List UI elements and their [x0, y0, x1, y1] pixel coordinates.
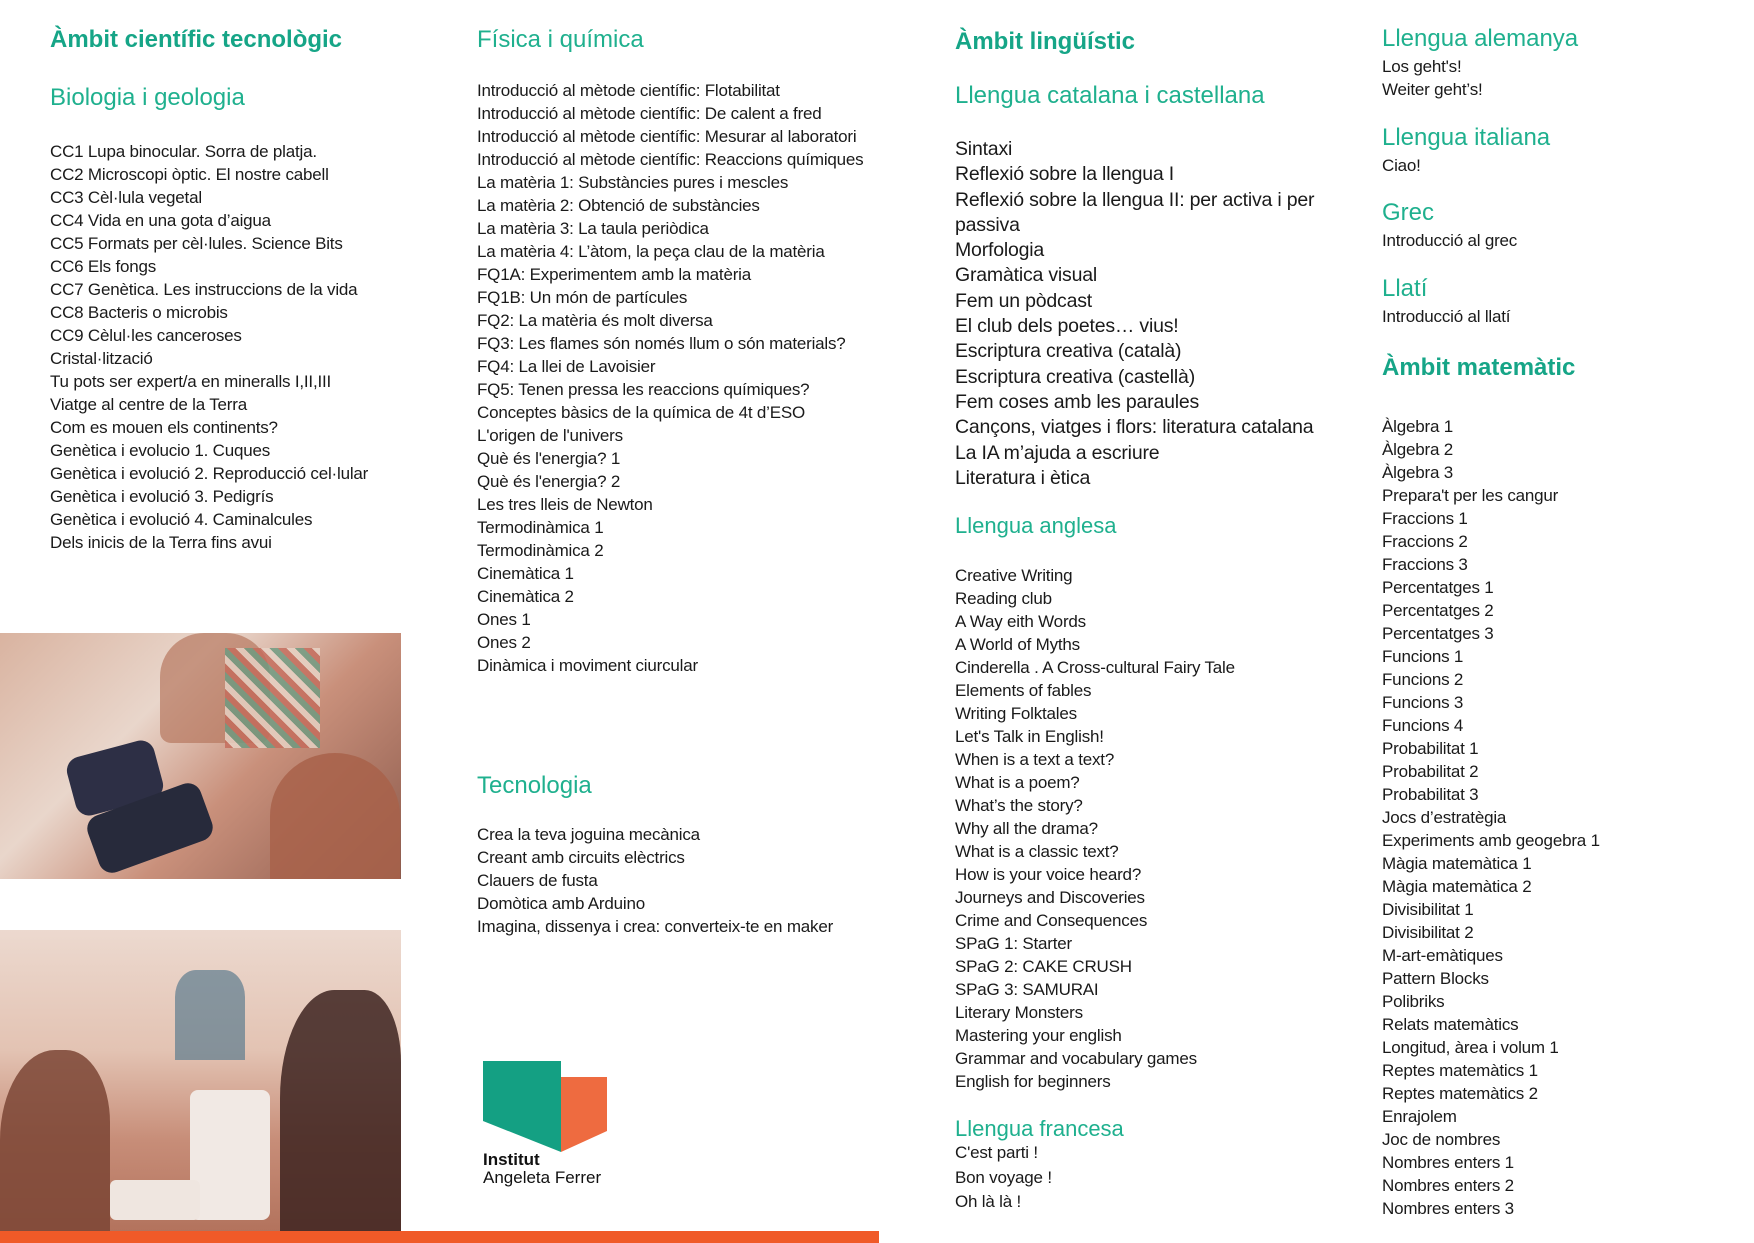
list-item: Divisibilitat 1 — [1382, 900, 1474, 919]
list-item: La IA m’ajuda a escriure — [955, 441, 1160, 464]
list-item: Ones 2 — [477, 633, 531, 652]
list-item: Domòtica amb Arduino — [477, 894, 645, 913]
area-title-matematic: Àmbit matemàtic — [1382, 354, 1576, 381]
list-item: Funcions 1 — [1382, 647, 1464, 666]
list-item: Clauers de fusta — [477, 871, 598, 890]
list-item: Journeys and Discoveries — [955, 888, 1145, 907]
logo-text-institut: Institut — [483, 1150, 540, 1169]
list-item: Probabilitat 2 — [1382, 762, 1479, 781]
list-item: SPaG 1: Starter — [955, 934, 1072, 953]
list-item: A World of Myths — [955, 635, 1080, 654]
school-logo — [483, 1061, 608, 1157]
list-item: Probabilitat 1 — [1382, 739, 1479, 758]
list-item: Àlgebra 1 — [1382, 417, 1453, 436]
fisica-list — [477, 79, 877, 677]
list-item: Oh là là ! — [955, 1192, 1022, 1211]
section-title-francesa: Llengua francesa — [955, 1116, 1124, 1141]
list-item: Introducció al mètode científic: Reaccions químiques — [477, 150, 864, 169]
list-item: Cinemàtica 1 — [477, 564, 574, 583]
list-item: Tu pots ser expert/a en mineralls I,II,III — [50, 372, 332, 391]
list-item: Crea la teva joguina mecànica — [477, 825, 700, 844]
section-title-italiana: Llengua italiana — [1382, 124, 1551, 151]
list-item: Nombres enters 1 — [1382, 1153, 1514, 1172]
list-item: CC4 Vida en una gota d’aigua — [50, 211, 271, 230]
list-item: How is your voice heard? — [955, 865, 1142, 884]
francesa-list — [955, 1141, 1345, 1215]
llati-list — [1382, 305, 1510, 328]
list-item: CC6 Els fongs — [50, 257, 157, 276]
list-item: Funcions 4 — [1382, 716, 1464, 735]
list-item: Reflexió sobre la llengua I — [955, 163, 1174, 186]
list-item: Funcions 2 — [1382, 670, 1464, 689]
list-item: Genètica i evolució 4. Caminalcules — [50, 510, 313, 529]
list-item: Reptes matemàtics 2 — [1382, 1084, 1538, 1103]
list-item: Gramàtica visual — [955, 264, 1098, 287]
list-item: Genètica i evolucio 1. Cuques — [50, 441, 271, 460]
list-item: Let's Talk in English! — [955, 727, 1104, 746]
list-item: Polibriks — [1382, 992, 1445, 1011]
list-item: C'est parti ! — [955, 1143, 1038, 1162]
list-item: A Way eith Words — [955, 612, 1086, 631]
list-item: Creant amb circuits elèctrics — [477, 848, 685, 867]
list-item: Reading club — [955, 589, 1052, 608]
list-item: Fem un pòdcast — [955, 289, 1093, 312]
list-item: FQ1A: Experimentem amb la matèria — [477, 265, 751, 284]
list-item: CC5 Formats per cèl·lules. Science Bits — [50, 234, 343, 253]
list-item: Què és l'energia? 1 — [477, 449, 621, 468]
list-item: Fem coses amb les paraules — [955, 390, 1200, 413]
list-item: Joc de nombres — [1382, 1130, 1501, 1149]
list-item: Crime and Consequences — [955, 911, 1148, 930]
anglesa-list — [955, 564, 1345, 1093]
section-title-anglesa: Llengua anglesa — [955, 513, 1117, 538]
list-item: Conceptes bàsics de la química de 4t d’ESO — [477, 403, 806, 422]
section-title-biologia: Biologia i geologia — [50, 84, 245, 111]
matematiques-list — [1382, 415, 1600, 1220]
list-item: Les tres lleis de Newton — [477, 495, 653, 514]
list-item: SPaG 3: SAMURAI — [955, 980, 1099, 999]
list-item: Termodinàmica 1 — [477, 518, 604, 537]
list-item: Reflexió sobre la llengua II: per activa i per passiva — [955, 188, 1315, 236]
biologia-list — [50, 140, 450, 554]
list-item: Cristal·lització — [50, 349, 153, 368]
list-item: Màgia matemàtica 1 — [1382, 854, 1532, 873]
list-item: FQ1B: Un món de partícules — [477, 288, 688, 307]
list-item: CC1 Lupa binocular. Sorra de platja. — [50, 142, 317, 161]
list-item: Bon voyage ! — [955, 1167, 1052, 1187]
section-title-catalana: Llengua catalana i castellana — [955, 82, 1265, 109]
list-item: Cinemàtica 2 — [477, 587, 574, 606]
list-item: Writing Folktales — [955, 704, 1077, 723]
list-item: Com es mouen els continents? — [50, 418, 278, 437]
alemanya-list — [1382, 55, 1483, 101]
list-item: Introducció al mètode científic: Flotabilitat — [477, 81, 780, 100]
catalana-list — [955, 137, 1345, 491]
section-title-alemanya: Llengua alemanya — [1382, 25, 1579, 52]
photo-students-table — [0, 633, 401, 879]
list-item: Màgia matemàtica 2 — [1382, 877, 1532, 896]
list-item: Literatura i ètica — [955, 466, 1091, 489]
list-item: Nombres enters 3 — [1382, 1199, 1514, 1218]
logo-mark-icon — [483, 1061, 608, 1157]
list-item: Què és l'energia? 2 — [477, 472, 621, 491]
list-item: What’s the story? — [955, 796, 1083, 815]
list-item: Dels inicis de la Terra fins avui — [50, 533, 272, 552]
list-item: Los geht's! — [1382, 57, 1462, 76]
list-item: Elements of fables — [955, 681, 1092, 700]
list-item: CC9 Cèlul·les canceroses — [50, 326, 242, 345]
list-item: Dinàmica i moviment ciurcular — [477, 656, 698, 675]
list-item: Viatge al centre de la Terra — [50, 395, 247, 414]
section-title-grec: Grec — [1382, 199, 1435, 226]
list-item: Introducció al mètode científic: De calent a fred — [477, 104, 822, 123]
list-item: Ones 1 — [477, 610, 531, 629]
italiana-list — [1382, 154, 1421, 177]
list-item: Creative Writing — [955, 566, 1073, 585]
list-item: Termodinàmica 2 — [477, 541, 604, 560]
list-item: La matèria 4: L’àtom, la peça clau de la matèria — [477, 242, 825, 261]
list-item: La matèria 3: La taula periòdica — [477, 219, 709, 238]
orange-footer-bar — [0, 1231, 879, 1243]
list-item: Percentatges 1 — [1382, 578, 1494, 597]
list-item: Genètica i evolució 3. Pedigrís — [50, 487, 274, 506]
list-item: English for beginners — [955, 1072, 1111, 1091]
list-item: Reptes matemàtics 1 — [1382, 1061, 1538, 1080]
section-title-fisica: Física i química — [477, 26, 644, 53]
list-item: FQ2: La matèria és molt diversa — [477, 311, 713, 330]
list-item: Fraccions 3 — [1382, 555, 1468, 574]
list-item: Fraccions 2 — [1382, 532, 1468, 551]
tecnologia-list — [477, 823, 897, 938]
list-item: Weiter geht’s! — [1382, 80, 1483, 99]
area-title-linguistic: Àmbit lingüístic — [955, 28, 1135, 55]
list-item: Pattern Blocks — [1382, 969, 1489, 988]
list-item: Relats matemàtics — [1382, 1015, 1519, 1034]
list-item: Prepara't per les cangur — [1382, 486, 1559, 505]
list-item: Jocs d’estratègia — [1382, 808, 1507, 827]
list-item: Introducció al mètode científic: Mesurar al laboratori — [477, 127, 857, 146]
list-item: What is a classic text? — [955, 842, 1119, 861]
list-item: Imagina, dissenya i crea: converteix-te en maker — [477, 917, 834, 936]
section-title-llati: Llatí — [1382, 275, 1428, 302]
list-item: Probabilitat 3 — [1382, 785, 1479, 804]
list-item: Enrajolem — [1382, 1107, 1457, 1126]
list-item: Àlgebra 3 — [1382, 463, 1453, 482]
list-item: Genètica i evolució 2. Reproducció cel·lular — [50, 464, 369, 483]
list-item: What is a poem? — [955, 773, 1080, 792]
list-item: Introducció al llatí — [1382, 307, 1511, 326]
list-item: M-art-emàtiques — [1382, 946, 1503, 965]
list-item: Ciao! — [1382, 156, 1421, 175]
list-item: Cançons, viatges i flors: literatura catalana — [955, 416, 1314, 439]
section-title-tecnologia: Tecnologia — [477, 772, 592, 799]
list-item: Divisibilitat 2 — [1382, 923, 1474, 942]
list-item: Longitud, àrea i volum 1 — [1382, 1038, 1559, 1057]
list-item: Morfologia — [955, 239, 1045, 262]
list-item: CC7 Genètica. Les instruccions de la vida — [50, 280, 358, 299]
list-item: Sintaxi — [955, 138, 1013, 160]
list-item: FQ5: Tenen pressa les reaccions químiques? — [477, 380, 810, 399]
list-item: When is a text a text? — [955, 750, 1115, 769]
list-item: Escriptura creativa (català) — [955, 340, 1182, 363]
list-item: Funcions 3 — [1382, 693, 1464, 712]
list-item: Percentatges 3 — [1382, 624, 1494, 643]
list-item: Escriptura creativa (castellà) — [955, 365, 1195, 388]
list-item: Literary Monsters — [955, 1003, 1083, 1022]
list-item: Percentatges 2 — [1382, 601, 1494, 620]
list-item: Fraccions 1 — [1382, 509, 1468, 528]
list-item: FQ3: Les flames són només llum o són materials? — [477, 334, 846, 353]
list-item: La matèria 2: Obtenció de substàncies — [477, 196, 760, 215]
list-item: Introducció al grec — [1382, 231, 1518, 250]
list-item: CC8 Bacteris o microbis — [50, 303, 228, 322]
area-title-cientific: Àmbit científic tecnològic — [50, 26, 343, 53]
list-item: L'origen de l'univers — [477, 426, 623, 445]
list-item: Grammar and vocabulary games — [955, 1049, 1197, 1068]
list-item: SPaG 2: CAKE CRUSH — [955, 957, 1132, 976]
list-item: Mastering your english — [955, 1026, 1122, 1045]
list-item: Nombres enters 2 — [1382, 1176, 1514, 1195]
list-item: El club dels poetes… vius! — [955, 315, 1179, 338]
logo-text-name: Angeleta Ferrer — [483, 1168, 602, 1187]
list-item: Àlgebra 2 — [1382, 440, 1453, 459]
list-item: Cinderella . A Cross-cultural Fairy Tale — [955, 658, 1235, 677]
list-item: FQ4: La llei de Lavoisier — [477, 357, 656, 376]
photo-microscope-lab — [0, 930, 401, 1231]
list-item: Experiments amb geogebra 1 — [1382, 831, 1600, 850]
list-item: La matèria 1: Substàncies pures i mescles — [477, 173, 789, 192]
grec-list — [1382, 229, 1517, 252]
list-item: Why all the drama? — [955, 819, 1098, 838]
list-item: CC2 Microscopi òptic. El nostre cabell — [50, 165, 329, 184]
list-item: CC3 Cèl·lula vegetal — [50, 188, 202, 207]
